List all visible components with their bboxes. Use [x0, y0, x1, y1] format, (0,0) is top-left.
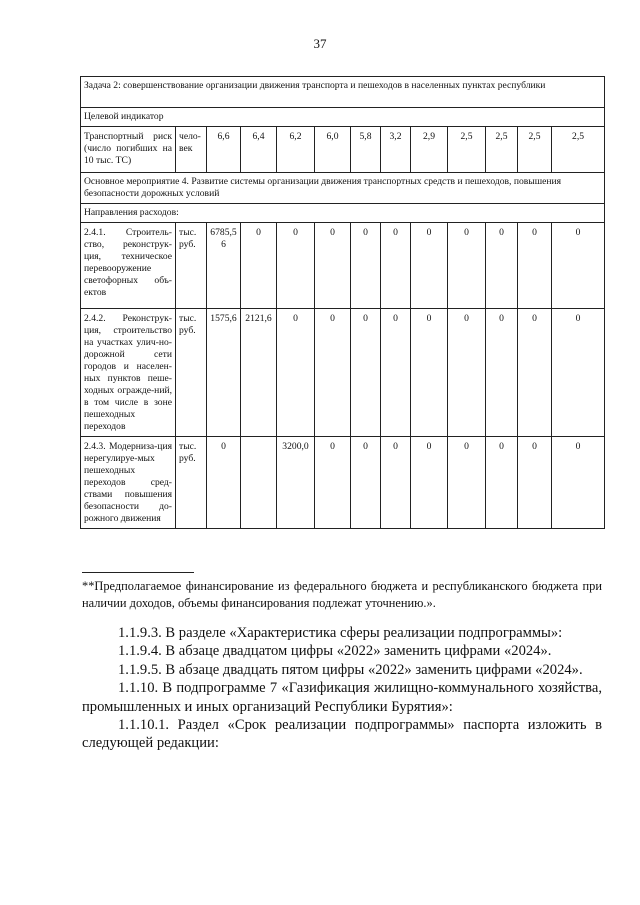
expense-value-cell: 0 — [351, 223, 381, 309]
expense-value-cell: 0 — [486, 223, 518, 309]
expense-value-cell: 1575,6 — [207, 309, 241, 437]
expense-value-cell: 0 — [518, 309, 552, 437]
expense-value-cell: 0 — [241, 223, 277, 309]
expense-value-cell: 0 — [552, 309, 605, 437]
paragraph: 1.1.9.4. В абзаце двадцатом цифры «2022» заменить цифрами «2024». — [118, 643, 552, 660]
expense-value-cell: 0 — [411, 223, 448, 309]
expense-value-cell: 0 — [518, 437, 552, 529]
expense-value-cell: 6785,5 6 — [207, 223, 241, 309]
expense-value-cell: 0 — [315, 309, 351, 437]
expense-value-cell: 0 — [448, 309, 486, 437]
expense-unit-cell: тыс. руб. — [176, 437, 207, 529]
expense-name-cell: 2.4.2. Реконструк-ция, строительство на участках улич-но-дорожной сети городов и населен-ных пунктов пеше-ходных огражде-ний, в том числе в зоне пешеходных переходов — [81, 309, 176, 437]
risk-value-cell: 3,2 — [381, 127, 411, 173]
expense-row — [81, 223, 605, 309]
expense-value-cell: 0 — [448, 437, 486, 529]
expense-row — [81, 437, 605, 529]
directions-cell: Направления расходов: — [81, 204, 605, 223]
expense-value-cell: 0 — [277, 223, 315, 309]
risk-value-cell: 2,9 — [411, 127, 448, 173]
risk-value-cell: 6,0 — [315, 127, 351, 173]
footnote: **Предполагаемое финансирование из федерального бюджета и республиканского бюджета при наличии доходов, объемы финансирования подлежат уточнению.». — [82, 579, 602, 610]
expense-value-cell: 0 — [315, 223, 351, 309]
paragraph: 1.1.10. В подпрограмме 7 «Газификация жилищно-коммунального хозяйства, промышленных и иных организаций Республики Бурятия»: — [82, 680, 602, 715]
expense-value-cell: 0 — [381, 223, 411, 309]
risk-value-cell: 6,4 — [241, 127, 277, 173]
expense-value-cell: 0 — [552, 223, 605, 309]
expense-value-cell: 0 — [315, 437, 351, 529]
expense-value-cell: 0 — [381, 437, 411, 529]
paragraph: 1.1.10.1. Раздел «Срок реализации подпрограммы» паспорта изложить в следующей редакции: — [82, 717, 602, 752]
risk-value-cell: 2,5 — [552, 127, 605, 173]
expense-row — [81, 309, 605, 437]
expense-value-cell: 0 — [411, 437, 448, 529]
risk-value-cell: 6,2 — [277, 127, 315, 173]
financing-table — [80, 76, 605, 529]
expense-value-cell: 0 — [518, 223, 552, 309]
indicator-row — [81, 108, 605, 127]
expense-unit-cell: тыс. руб. — [176, 223, 207, 309]
expense-value-cell: 0 — [381, 309, 411, 437]
risk-name-cell: Транспортный риск (число погибших на 10 тыс. ТС) — [81, 127, 176, 173]
paragraph: 1.1.9.5. В абзаце двадцать пятом цифры «2022» заменить цифрами «2024». — [118, 661, 583, 678]
expense-value-cell: 0 — [351, 437, 381, 529]
task-cell: Задача 2: совершенствование организации движения транспорта и пешеходов в населенных пунктах республики — [81, 77, 605, 108]
expense-value-cell: 2121,6 — [241, 309, 277, 437]
activity-cell: Основное мероприятие 4. Развитие системы организации движения транспортных средств и пешеходов, повышения безопасности дорожных условий — [81, 173, 605, 204]
body-text — [82, 624, 602, 753]
risk-value-cell: 2,5 — [486, 127, 518, 173]
footnote-divider — [82, 572, 194, 573]
expense-value-cell — [241, 437, 277, 529]
page-number: 37 — [313, 36, 327, 51]
expense-value-cell: 0 — [351, 309, 381, 437]
risk-value-cell: 2,5 — [518, 127, 552, 173]
expense-value-cell: 0 — [448, 223, 486, 309]
risk-value-cell: 5,8 — [351, 127, 381, 173]
expense-value-cell: 0 — [552, 437, 605, 529]
directions-row — [81, 204, 605, 223]
indicator-cell: Целевой индикатор — [81, 108, 605, 127]
activity-row — [81, 173, 605, 204]
expense-value-cell: 0 — [486, 437, 518, 529]
risk-unit-cell: чело-век — [176, 127, 207, 173]
expense-name-cell: 2.4.3. Модерниза-ция нерегулируе-мых пешеходных переходов сред-ствами повышения безопасности до-рожного движения — [81, 437, 176, 529]
expense-unit-cell: тыс. руб. — [176, 309, 207, 437]
paragraph: 1.1.9.3. В разделе «Характеристика сферы реализации подпрограммы»: — [118, 625, 563, 641]
expense-value-cell: 0 — [207, 437, 241, 529]
risk-value-cell: 6,6 — [207, 127, 241, 173]
risk-row — [81, 127, 605, 173]
expense-value-cell: 3200,0 — [277, 437, 315, 529]
risk-value-cell: 2,5 — [448, 127, 486, 173]
expense-value-cell: 0 — [486, 309, 518, 437]
expense-value-cell: 0 — [411, 309, 448, 437]
task-row — [81, 77, 605, 108]
expense-name-cell: 2.4.1. Строитель-ство, реконструк-ция, техническое перевооружение светофорных объ-ектов — [81, 223, 176, 309]
expense-value-cell: 0 — [277, 309, 315, 437]
